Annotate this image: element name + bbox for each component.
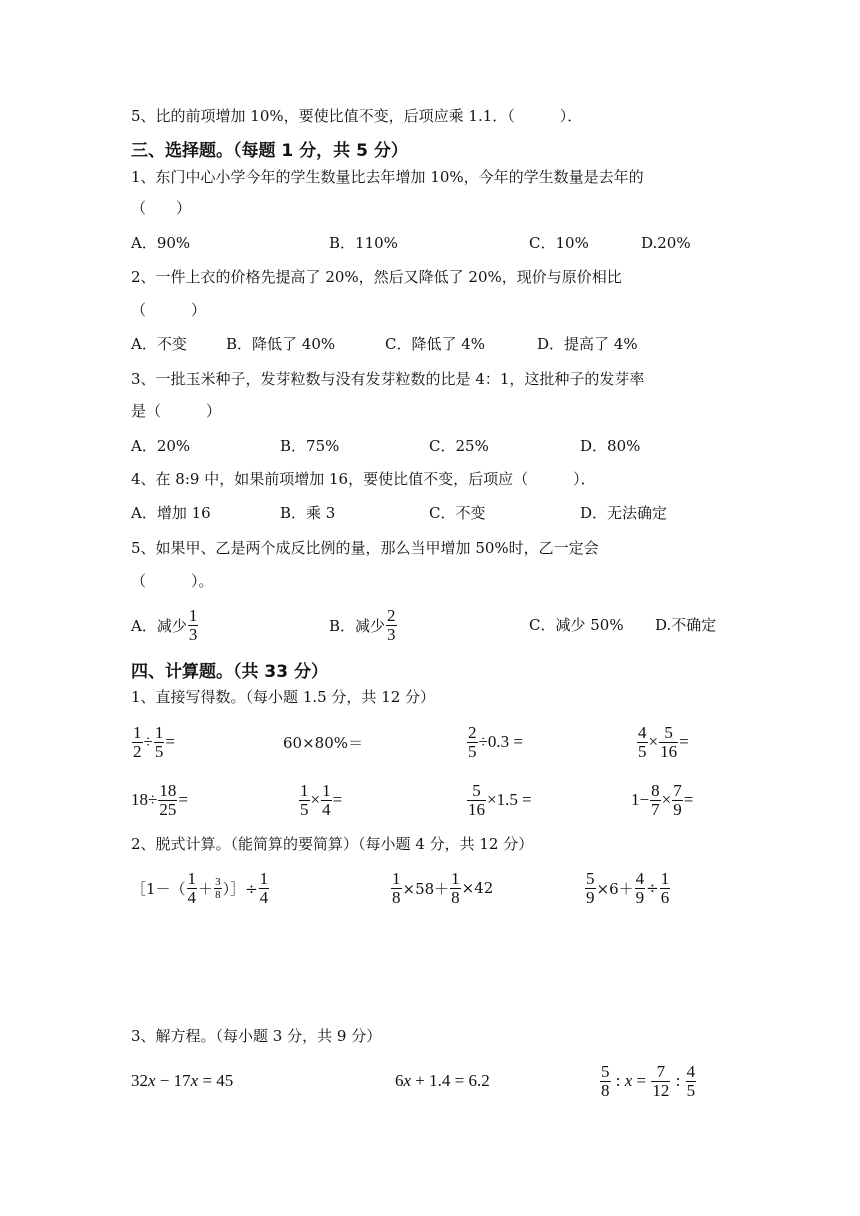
fraction <box>214 876 222 901</box>
numerator: 1 <box>660 868 670 888</box>
denominator: 9 <box>635 887 645 907</box>
oral-expr-3 <box>466 720 523 764</box>
term: − 17 <box>155 1071 191 1090</box>
calc-part2-title: 2、脱式计算。（能简算的要简算）（每小题 4 分，共 12 分） <box>131 835 534 853</box>
denominator: 3 <box>188 624 198 644</box>
denominator: 6 <box>660 887 670 907</box>
term: + 1.4 = 6.2 <box>411 1071 490 1090</box>
choice-q3-stem: 3、一批玉米种子，发芽粒数与没有发芽粒数的比是 4：1，这批种子的发芽率 <box>131 370 645 388</box>
fraction <box>450 870 461 907</box>
denominator: 8 <box>392 887 401 907</box>
numerator: 7 <box>651 1063 670 1082</box>
denominator: 4 <box>259 887 269 907</box>
choice-q1-blank: （ ） <box>131 199 192 217</box>
denominator: 8 <box>601 1080 610 1100</box>
equals-sign: = <box>332 790 343 809</box>
choice-q1-option-c: C．10% <box>529 234 589 252</box>
choice-q4-option-b: B．乘 3 <box>280 504 336 522</box>
fraction <box>585 870 596 907</box>
operator: ÷ <box>646 879 659 897</box>
choice-q1-option-d: D.20% <box>641 234 691 252</box>
choice-q3-option-c: C．25% <box>429 437 489 455</box>
choice-q2-blank: （ ） <box>131 301 207 319</box>
denominator: 4 <box>322 799 331 819</box>
numerator: 5 <box>467 782 486 801</box>
term: 32 <box>131 1071 148 1090</box>
choice-q5-option-a <box>131 603 199 647</box>
fraction <box>158 782 177 819</box>
fraction <box>386 607 397 644</box>
term: 6 <box>395 1071 404 1090</box>
expression-mid: ×6＋ <box>596 879 634 898</box>
equals-sign: = <box>683 790 694 809</box>
fraction <box>600 1063 611 1100</box>
fraction <box>659 724 678 761</box>
numerator: 1 <box>322 780 331 800</box>
fraction <box>637 724 648 761</box>
equation-1 <box>131 1070 233 1092</box>
denominator: 2 <box>133 741 142 761</box>
stepwise-expr-1 <box>131 866 270 910</box>
stepwise-expr-2 <box>390 866 493 910</box>
fraction <box>651 1063 670 1100</box>
denominator: 5 <box>638 741 647 761</box>
denominator: 5 <box>686 1080 696 1100</box>
oral-expr-1 <box>131 720 175 764</box>
variable: x <box>148 1071 156 1090</box>
variable: x <box>190 1071 199 1090</box>
operator: × <box>648 732 659 751</box>
numerator: 4 <box>635 868 645 888</box>
numerator: 1 <box>154 722 164 742</box>
denominator: 5 <box>300 799 309 819</box>
expression-mid: ×58＋ <box>402 879 450 898</box>
fraction <box>660 870 671 907</box>
numerator: 1 <box>188 605 198 625</box>
expression-close: ）］÷ <box>222 879 258 898</box>
fill-blank-question-5: 5、比的前项增加 10%，要使比值不变，后项应乘 1.1．（ ）． <box>131 107 583 125</box>
operator: × <box>310 790 321 809</box>
numerator: 3 <box>215 875 221 888</box>
equals-sign: = <box>178 790 188 809</box>
operator: ÷ <box>143 732 153 751</box>
choice-q3-option-b: B．75% <box>280 437 340 455</box>
choice-q1-stem: 1、东门中心小学今年的学生数量比去年增加 10%，今年的学生数量是去年的 <box>131 168 644 186</box>
variable: x <box>403 1071 412 1090</box>
numerator: 5 <box>586 868 595 888</box>
colon: : <box>611 1071 625 1090</box>
choice-q3-blank: 是（ ） <box>131 402 222 420</box>
fraction <box>187 870 198 907</box>
equals-sign: = <box>632 1071 651 1090</box>
fraction <box>650 782 661 819</box>
denominator: 25 <box>159 799 177 819</box>
choice-q4-option-c: C．不变 <box>429 504 486 522</box>
equals-sign: = <box>165 732 175 751</box>
choice-q1-option-a: A．90% <box>131 234 191 252</box>
numerator: 1 <box>451 868 460 888</box>
expression-rest: ×1.5 = <box>487 790 532 809</box>
equals-sign: = <box>679 732 689 751</box>
numerator: 2 <box>468 722 477 742</box>
colon: : <box>671 1071 685 1090</box>
fraction <box>467 782 486 819</box>
oral-expr-7 <box>466 778 532 822</box>
fraction <box>259 870 270 907</box>
choice-q2-option-d: D．提高了 4% <box>537 335 638 353</box>
denominator: 5 <box>154 741 164 761</box>
oral-expr-2 <box>283 732 363 752</box>
variable: x <box>624 1071 633 1090</box>
numerator: 5 <box>601 1061 610 1081</box>
numerator: 4 <box>638 722 647 742</box>
choice-q2-option-a: A．不变 <box>131 335 187 353</box>
numerator: 1 <box>392 868 401 888</box>
choice-q4-stem: 4、在 8:9 中，如果前项增加 16，要使比值不变，后项应（ ）． <box>131 470 596 488</box>
expression-text: 60×80%＝ <box>283 733 363 752</box>
fraction <box>188 607 199 644</box>
choice-q2-stem: 2、一件上衣的价格先提高了 20%，然后又降低了 20%，现价与原价相比 <box>131 268 622 286</box>
expression-open: ［1－（ <box>131 879 186 898</box>
fraction <box>467 724 478 761</box>
fraction <box>321 782 332 819</box>
choice-q2-option-b: B．降低了 40% <box>226 335 336 353</box>
denominator: 16 <box>660 741 678 761</box>
oral-expr-6 <box>298 778 342 822</box>
denominator: 16 <box>468 799 485 819</box>
section-heading-choice: 三、选择题。（每题 1 分，共 5 分） <box>131 141 408 161</box>
numerator: 1 <box>259 868 269 888</box>
numerator: 4 <box>686 1061 696 1081</box>
operator: × <box>661 790 672 809</box>
numerator: 1 <box>300 780 309 800</box>
fraction <box>299 782 310 819</box>
calc-part3-title: 3、解方程。（每小题 3 分，共 9 分） <box>131 1027 382 1045</box>
oral-expr-4 <box>636 720 689 764</box>
numerator: 5 <box>659 724 678 743</box>
choice-q5-blank: （ ）。 <box>131 572 214 590</box>
choice-q3-option-a: A．20% <box>131 437 191 455</box>
denominator: 9 <box>673 799 682 819</box>
expression-prefix: 18÷ <box>131 790 158 809</box>
denominator: 4 <box>187 887 197 907</box>
numerator: 8 <box>651 780 660 800</box>
fraction <box>672 782 683 819</box>
choice-q4-option-d: D．无法确定 <box>580 504 668 522</box>
expression-rest: ÷0.3 = <box>478 732 523 751</box>
fraction <box>635 870 646 907</box>
denominator: 8 <box>451 887 460 907</box>
equation-3 <box>599 1059 697 1103</box>
numerator: 18 <box>159 780 177 800</box>
choice-q4-option-a: A．增加 16 <box>131 504 211 522</box>
section-heading-calc: 四、计算题。（共 33 分） <box>131 662 328 682</box>
denominator: 7 <box>651 799 660 819</box>
numerator: 1 <box>133 722 142 742</box>
plus-sign: ＋ <box>198 879 214 898</box>
denominator: 12 <box>652 1080 670 1100</box>
expression-end: ×42 <box>461 879 494 897</box>
stepwise-expr-3 <box>584 866 671 910</box>
denominator: 8 <box>215 888 221 901</box>
oral-expr-8 <box>631 778 693 822</box>
choice-q3-option-d: D．80% <box>580 437 641 455</box>
fraction <box>686 1063 697 1100</box>
fraction <box>132 724 143 761</box>
oral-expr-5 <box>131 778 188 822</box>
denominator: 9 <box>586 887 595 907</box>
choice-q5-option-d: D.不确定 <box>655 616 717 634</box>
fraction <box>154 724 165 761</box>
choice-q5-option-c: C．减少 50% <box>529 616 624 634</box>
numerator: 2 <box>387 605 396 625</box>
term: = 45 <box>198 1071 234 1090</box>
fraction <box>391 870 402 907</box>
choice-q5-stem: 5、如果甲、乙是两个成反比例的量，那么当甲增加 50%时，乙一定会 <box>131 539 599 557</box>
equation-2 <box>395 1070 490 1092</box>
calc-part1-title: 1、直接写得数。（每小题 1.5 分，共 12 分） <box>131 688 436 706</box>
choice-q1-option-b: B．110% <box>329 234 398 252</box>
choice-q2-option-c: C．降低了 4% <box>385 335 486 353</box>
denominator: 3 <box>387 624 396 644</box>
option-a-prefix: A．减少 <box>131 616 187 635</box>
numerator: 1 <box>187 868 197 888</box>
option-b-prefix: B．减少 <box>329 616 386 635</box>
numerator: 7 <box>673 780 682 800</box>
choice-q5-option-b <box>329 603 398 647</box>
denominator: 5 <box>468 741 477 761</box>
expression-prefix: 1− <box>631 790 650 809</box>
